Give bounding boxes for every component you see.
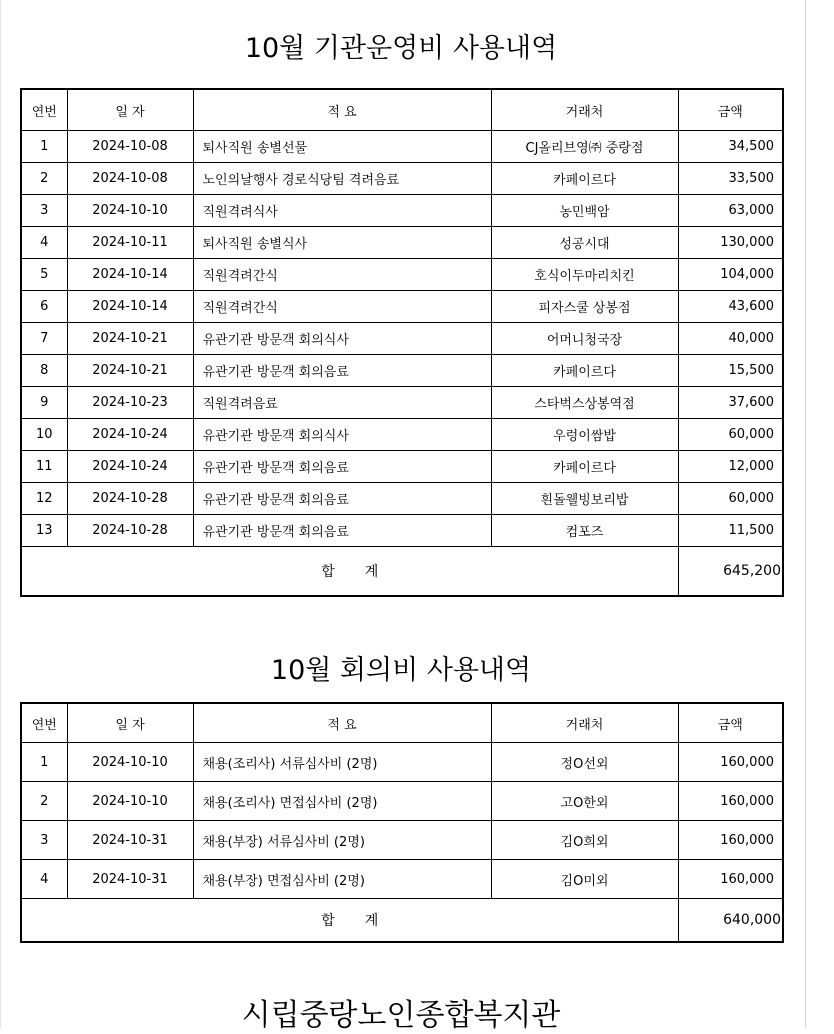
cell-description: 퇴사직원 송별선물 xyxy=(193,131,491,163)
cell-amount: 33,500 xyxy=(678,163,783,195)
cell-amount: 104,000 xyxy=(678,259,783,291)
cell-vendor: 카페이르다 xyxy=(491,163,678,195)
table-row xyxy=(21,387,783,419)
cell-vendor: 우렁이쌈밥 xyxy=(491,419,678,451)
cell-date: 2024-10-08 xyxy=(67,131,193,163)
total-row xyxy=(21,547,783,597)
table-row xyxy=(21,860,783,899)
cell-amount: 11,500 xyxy=(678,515,783,547)
cell-vendor: 호식이두마리치킨 xyxy=(491,259,678,291)
table-row xyxy=(21,782,783,821)
table-body xyxy=(21,743,783,899)
table-row xyxy=(21,163,783,195)
cell-vendor: 김O희외 xyxy=(491,821,678,860)
cell-amount: 160,000 xyxy=(678,782,783,821)
total-row xyxy=(21,899,783,943)
header-no: 연번 xyxy=(21,703,67,743)
meeting-expense-table xyxy=(20,702,784,943)
cell-date: 2024-10-11 xyxy=(67,227,193,259)
cell-date: 2024-10-14 xyxy=(67,291,193,323)
total-label-a: 합 xyxy=(321,564,335,580)
table-row xyxy=(21,227,783,259)
cell-date: 2024-10-31 xyxy=(67,860,193,899)
header-amount: 금액 xyxy=(678,89,783,131)
page-edge-right xyxy=(805,0,806,1028)
cell-amount: 130,000 xyxy=(678,227,783,259)
header-date: 일 자 xyxy=(67,703,193,743)
cell-no: 3 xyxy=(21,195,67,227)
operating-expense-title: 10월 기관운영비 사용내역 xyxy=(244,33,558,64)
table-row xyxy=(21,195,783,227)
table-row xyxy=(21,483,783,515)
cell-date: 2024-10-21 xyxy=(67,323,193,355)
header-no: 연번 xyxy=(21,89,67,131)
page-edge-left xyxy=(0,0,1,1028)
cell-vendor: 성공시대 xyxy=(491,227,678,259)
cell-amount: 60,000 xyxy=(678,419,783,451)
cell-amount: 12,000 xyxy=(678,451,783,483)
cell-no: 6 xyxy=(21,291,67,323)
cell-date: 2024-10-10 xyxy=(67,743,193,782)
cell-no: 3 xyxy=(21,821,67,860)
table-row xyxy=(21,259,783,291)
total-label-b: 계 xyxy=(364,913,379,929)
table-row xyxy=(21,419,783,451)
cell-vendor: 어머니청국장 xyxy=(491,323,678,355)
table-row xyxy=(21,515,783,547)
header-date: 일 자 xyxy=(67,89,193,131)
cell-no: 13 xyxy=(21,515,67,547)
cell-date: 2024-10-28 xyxy=(67,515,193,547)
cell-date: 2024-10-10 xyxy=(67,782,193,821)
total-label-b: 계 xyxy=(364,564,379,580)
cell-no: 7 xyxy=(21,323,67,355)
cell-description: 채용(부장) 면접심사비 (2명) xyxy=(193,860,491,899)
cell-description: 유관기관 방문객 회의음료 xyxy=(193,515,491,547)
table-header-row xyxy=(21,89,783,131)
total-amount: 640,000 xyxy=(678,899,783,943)
header-amount: 금액 xyxy=(678,703,783,743)
cell-description: 유관기관 방문객 회의식사 xyxy=(193,419,491,451)
cell-vendor: CJ올리브영㈜ 중랑점 xyxy=(491,131,678,163)
cell-amount: 160,000 xyxy=(678,743,783,782)
cell-date: 2024-10-28 xyxy=(67,483,193,515)
cell-description: 직원격려간식 xyxy=(193,291,491,323)
cell-description: 퇴사직원 송별식사 xyxy=(193,227,491,259)
cell-description: 노인의날행사 경로식당팀 격려음료 xyxy=(193,163,491,195)
cell-vendor: 정O선외 xyxy=(491,743,678,782)
header-vendor: 거래처 xyxy=(491,89,678,131)
table-row xyxy=(21,323,783,355)
table-row xyxy=(21,451,783,483)
cell-amount: 160,000 xyxy=(678,860,783,899)
cell-vendor: 농민백암 xyxy=(491,195,678,227)
cell-no: 1 xyxy=(21,131,67,163)
cell-no: 1 xyxy=(21,743,67,782)
cell-no: 2 xyxy=(21,163,67,195)
cell-description: 직원격려음료 xyxy=(193,387,491,419)
cell-description: 채용(부장) 서류심사비 (2명) xyxy=(193,821,491,860)
cell-amount: 43,600 xyxy=(678,291,783,323)
cell-vendor: 컴포즈 xyxy=(491,515,678,547)
cell-no: 4 xyxy=(21,860,67,899)
cell-amount: 60,000 xyxy=(678,483,783,515)
table-row xyxy=(21,131,783,163)
total-amount: 645,200 xyxy=(678,547,783,597)
cell-no: 11 xyxy=(21,451,67,483)
table-header-row xyxy=(21,703,783,743)
cell-vendor: 카페이르다 xyxy=(491,451,678,483)
table-row xyxy=(21,291,783,323)
table-body xyxy=(21,131,783,547)
cell-vendor: 김O미외 xyxy=(491,860,678,899)
cell-date: 2024-10-24 xyxy=(67,451,193,483)
cell-date: 2024-10-10 xyxy=(67,195,193,227)
cell-amount: 15,500 xyxy=(678,355,783,387)
cell-vendor: 흰돌웰빙보리밥 xyxy=(491,483,678,515)
cell-no: 4 xyxy=(21,227,67,259)
cell-description: 직원격려식사 xyxy=(193,195,491,227)
cell-vendor: 카페이르다 xyxy=(491,355,678,387)
cell-no: 9 xyxy=(21,387,67,419)
cell-date: 2024-10-24 xyxy=(67,419,193,451)
cell-description: 채용(조리사) 서류심사비 (2명) xyxy=(193,743,491,782)
operating-expense-table xyxy=(20,88,784,597)
cell-vendor: 고O한외 xyxy=(491,782,678,821)
cell-description: 유관기관 방문객 회의음료 xyxy=(193,451,491,483)
cell-amount: 34,500 xyxy=(678,131,783,163)
cell-no: 2 xyxy=(21,782,67,821)
cell-description: 직원격려간식 xyxy=(193,259,491,291)
cell-description: 채용(조리사) 면접심사비 (2명) xyxy=(193,782,491,821)
cell-no: 5 xyxy=(21,259,67,291)
cell-vendor: 피자스쿨 상봉점 xyxy=(491,291,678,323)
cell-no: 10 xyxy=(21,419,67,451)
total-label xyxy=(21,899,678,943)
cell-amount: 63,000 xyxy=(678,195,783,227)
cell-date: 2024-10-21 xyxy=(67,355,193,387)
table-row xyxy=(21,821,783,860)
table-row xyxy=(21,355,783,387)
table-row xyxy=(21,743,783,782)
header-description: 적 요 xyxy=(193,703,491,743)
cell-date: 2024-10-08 xyxy=(67,163,193,195)
cell-date: 2024-10-14 xyxy=(67,259,193,291)
cell-amount: 37,600 xyxy=(678,387,783,419)
meeting-expense-title: 10월 회의비 사용내역 xyxy=(270,655,532,686)
header-vendor: 거래처 xyxy=(491,703,678,743)
cell-date: 2024-10-31 xyxy=(67,821,193,860)
cell-vendor: 스타벅스상봉역점 xyxy=(491,387,678,419)
total-label xyxy=(21,547,678,597)
cell-date: 2024-10-23 xyxy=(67,387,193,419)
cell-amount: 40,000 xyxy=(678,323,783,355)
organization-name: 시립중랑노인종합복지관 xyxy=(241,998,561,1033)
total-label-a: 합 xyxy=(321,913,335,929)
header-description: 적 요 xyxy=(193,89,491,131)
cell-amount: 160,000 xyxy=(678,821,783,860)
cell-no: 12 xyxy=(21,483,67,515)
cell-description: 유관기관 방문객 회의음료 xyxy=(193,483,491,515)
cell-description: 유관기관 방문객 회의음료 xyxy=(193,355,491,387)
cell-description: 유관기관 방문객 회의식사 xyxy=(193,323,491,355)
cell-no: 8 xyxy=(21,355,67,387)
